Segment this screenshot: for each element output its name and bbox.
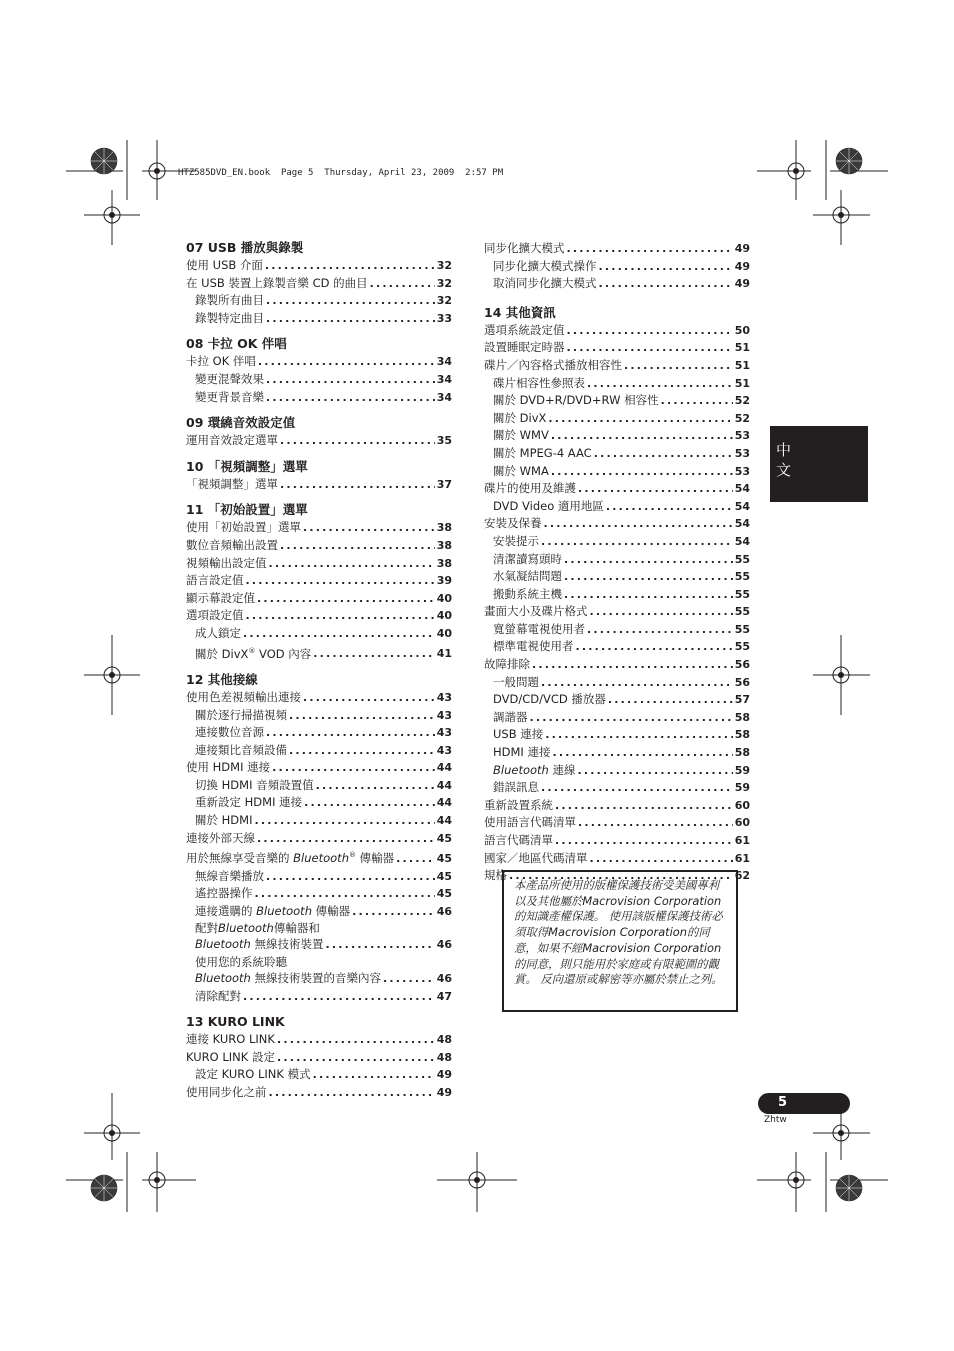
toc-entry[interactable]: 關於 DivX® VOD 內容 ..... 41 xyxy=(186,643,452,663)
toc-entry[interactable]: 寬螢幕電視使用者 ..... 55 xyxy=(484,621,750,639)
toc-entry[interactable]: 碟片相容性參照表 ..... 51 xyxy=(484,375,750,393)
toc-entry[interactable]: 碟片的使用及維護 ..... 54 xyxy=(484,480,750,498)
toc-entry[interactable]: 碟片／內容格式播放相容性 ..... 51 xyxy=(484,357,750,375)
toc-entry[interactable]: 關於 WMA ..... 53 xyxy=(484,463,750,481)
language-code: Zhtw xyxy=(764,1115,787,1125)
toc-entry[interactable]: 切換 HDMI 音頻設置值 ..... 44 xyxy=(186,777,452,795)
toc-entry[interactable]: 視頻輸出設定值 ..... 38 xyxy=(186,555,452,573)
toc-entry[interactable]: 變更混聲效果 ..... 34 xyxy=(186,371,452,389)
toc-entry[interactable]: 關於 DivX ..... 52 xyxy=(484,410,750,428)
toc-entry[interactable]: 重新設定 HDMI 連接 ..... 44 xyxy=(186,794,452,812)
toc-entry[interactable]: 使用「初始設置」選單 ..... 38 xyxy=(186,519,452,537)
toc-entry[interactable]: 使用同步化之前 ..... 49 xyxy=(186,1084,452,1102)
toc-entry[interactable]: 在 USB 裝置上錄製音樂 CD 的曲目 ..... 32 xyxy=(186,275,452,293)
section-heading: 13 KURO LINK xyxy=(186,1014,285,1030)
toc-entry[interactable]: 關於 HDMI ..... 44 xyxy=(186,812,452,830)
toc-entry[interactable]: 安裝提示 ..... 54 xyxy=(484,533,750,551)
toc-entry[interactable]: 關於逐行掃描視頻 ..... 43 xyxy=(186,707,452,725)
toc-entry[interactable]: 「視頻調整」選單 ..... 37 xyxy=(186,476,452,494)
toc-entry[interactable]: 取消同步化擴大模式 ..... 49 xyxy=(484,275,750,293)
toc-entry[interactable]: 使用語言代碼清單 ..... 60 xyxy=(484,814,750,832)
toc-entry[interactable]: 變更背景音樂 ..... 34 xyxy=(186,389,452,407)
toc-entry[interactable]: 關於 MPEG-4 AAC ..... 53 xyxy=(484,445,750,463)
toc-entry[interactable]: 錯誤訊息 ..... 59 xyxy=(484,779,750,797)
toc-entry[interactable]: 遙控器操作 ..... 45 xyxy=(186,885,452,903)
toc-entry[interactable]: 故障排除 ..... 56 xyxy=(484,656,750,674)
toc-left-column xyxy=(186,240,452,1102)
toc-entry[interactable]: Bluetooth 無線技術裝置的音樂內容 ..... 46 xyxy=(186,970,452,988)
toc-right-column xyxy=(484,240,750,885)
toc-entry[interactable]: 連接數位音源 ..... 43 xyxy=(186,724,452,742)
toc-entry[interactable]: 顯示幕設定值 ..... 40 xyxy=(186,590,452,608)
toc-entry[interactable]: 選項系統設定值 ..... 50 xyxy=(484,322,750,340)
toc-entry-line1[interactable]: 使用您的系統聆聽 xyxy=(195,955,287,970)
toc-entry[interactable]: KURO LINK 設定 ..... 48 xyxy=(186,1049,452,1067)
toc-entry[interactable]: 選項設定值 ..... 40 xyxy=(186,607,452,625)
toc-entry[interactable]: 無線音樂播放 ..... 45 xyxy=(186,868,452,886)
toc-entry[interactable]: 關於 WMV ..... 53 xyxy=(484,427,750,445)
section-heading: 11 「初始設置」選單 xyxy=(186,502,308,518)
toc-entry[interactable]: DVD Video 適用地區 ..... 54 xyxy=(484,498,750,516)
toc-entry[interactable]: 連接類比音頻設備 ..... 43 xyxy=(186,742,452,760)
toc-entry[interactable]: 清除配對 ..... 47 xyxy=(186,988,452,1006)
toc-entry[interactable]: 錄製特定曲目 ..... 33 xyxy=(186,310,452,328)
toc-entry[interactable]: 同步化擴大模式 ..... 49 xyxy=(484,240,750,258)
toc-entry[interactable]: 搬動系統主機 ..... 55 xyxy=(484,586,750,604)
toc-entry[interactable]: 卡拉 OK 伴唱 ..... 34 xyxy=(186,353,452,371)
toc-entry[interactable]: 使用色差視頻輸出連接 ..... 43 xyxy=(186,689,452,707)
toc-entry[interactable]: 同步化擴大模式操作 ..... 49 xyxy=(484,258,750,276)
section-heading: 10 「視頻調整」選單 xyxy=(186,458,308,474)
section-heading: 12 其他接線 xyxy=(186,671,258,687)
toc-entry[interactable]: 連接外部天線 ..... 45 xyxy=(186,830,452,848)
section-heading: 07 USB 播放與錄製 xyxy=(186,240,304,255)
toc-entry[interactable]: 使用 HDMI 連接 ..... 44 xyxy=(186,759,452,777)
toc-entry[interactable]: 設置睡眠定時器 ..... 51 xyxy=(484,339,750,357)
toc-entry[interactable]: 成人鎖定 ..... 40 xyxy=(186,625,452,643)
page-number: 5 xyxy=(778,1095,788,1110)
toc-entry[interactable]: 設定 KURO LINK 模式 ..... 49 xyxy=(186,1066,452,1084)
toc-entry[interactable]: 水氣凝結問題 ..... 55 xyxy=(484,568,750,586)
toc-entry[interactable]: USB 連接 ..... 58 xyxy=(484,726,750,744)
toc-entry[interactable]: 連接 KURO LINK ..... 48 xyxy=(186,1031,452,1049)
toc-entry[interactable]: 運用音效設定選單 ..... 35 xyxy=(186,432,452,450)
toc-entry[interactable]: 連接選購的 Bluetooth 傳輸器 ..... 46 xyxy=(186,903,452,921)
side-tab-label: 中 文 xyxy=(776,441,792,479)
toc-entry[interactable]: 使用 USB 介面 ..... 32 xyxy=(186,257,452,275)
toc-entry[interactable]: Bluetooth 連線 ..... 59 xyxy=(484,762,750,780)
section-heading: 14 其他資訊 xyxy=(484,304,556,320)
toc-entry-line1[interactable]: 配對 Bluetooth 傳輸器和 xyxy=(195,921,320,936)
toc-entry[interactable]: 語言設定值 ..... 39 xyxy=(186,572,452,590)
toc-entry[interactable]: 語言代碼清單 ..... 61 xyxy=(484,832,750,850)
language-side-tab xyxy=(770,426,868,502)
toc-entry[interactable]: 關於 DVD+R/DVD+RW 相容性 ..... 52 xyxy=(484,392,750,410)
toc-entry[interactable]: HDMI 連接 ..... 58 xyxy=(484,744,750,762)
toc-entry[interactable]: DVD/CD/VCD 播放器 ..... 57 xyxy=(484,691,750,709)
toc-entry[interactable]: 數位音頻輸出設置 ..... 38 xyxy=(186,537,452,555)
toc-entry[interactable]: 標準電視使用者 ..... 55 xyxy=(484,638,750,656)
toc-entry[interactable]: 調諧器 ..... 58 xyxy=(484,709,750,727)
toc-entry[interactable]: 一般問題 ..... 56 xyxy=(484,674,750,692)
toc-entry[interactable]: 錄製所有曲目 ..... 32 xyxy=(186,292,452,310)
toc-entry[interactable]: 畫面大小及碟片格式 ..... 55 xyxy=(484,603,750,621)
file-header: HTZ585DVD_EN.book Page 5 Thursday, April 23, 2009 2:57 PM xyxy=(178,168,504,178)
toc-entry[interactable]: 安裝及保養 ..... 54 xyxy=(484,515,750,533)
copyright-notice: 本產品所使用的版權保護技術受美國專利以及其他屬於Macrovision Corporation的知識產權保護。 使用該版權保護技術必須取得Macrovision Corporation的同意，如果不經Macrovision Corporation的同意，則只能用於家庭或有限範圍的觀賞。 反向還原或解密等亦屬於禁止之列。 xyxy=(502,870,738,1012)
toc-entry[interactable]: 用於無線享受音樂的 Bluetooth® 傳輸器 ..... 45 xyxy=(186,847,452,867)
toc-entry[interactable]: 重新設置系統 ..... 60 xyxy=(484,797,750,815)
section-heading: 08 卡拉 OK 伴唱 xyxy=(186,336,287,352)
toc-entry[interactable]: 清潔讀寫頭時 ..... 55 xyxy=(484,551,750,569)
toc-entry[interactable]: 國家／地區代碼清單 ..... 61 xyxy=(484,850,750,868)
section-heading: 09 環繞音效設定值 xyxy=(186,415,296,431)
toc-entry[interactable]: Bluetooth 無線技術裝置 ..... 46 xyxy=(186,936,452,954)
page-number-pill xyxy=(758,1093,850,1114)
toc-entry[interactable]: 規格 ..... 62 xyxy=(484,867,750,885)
